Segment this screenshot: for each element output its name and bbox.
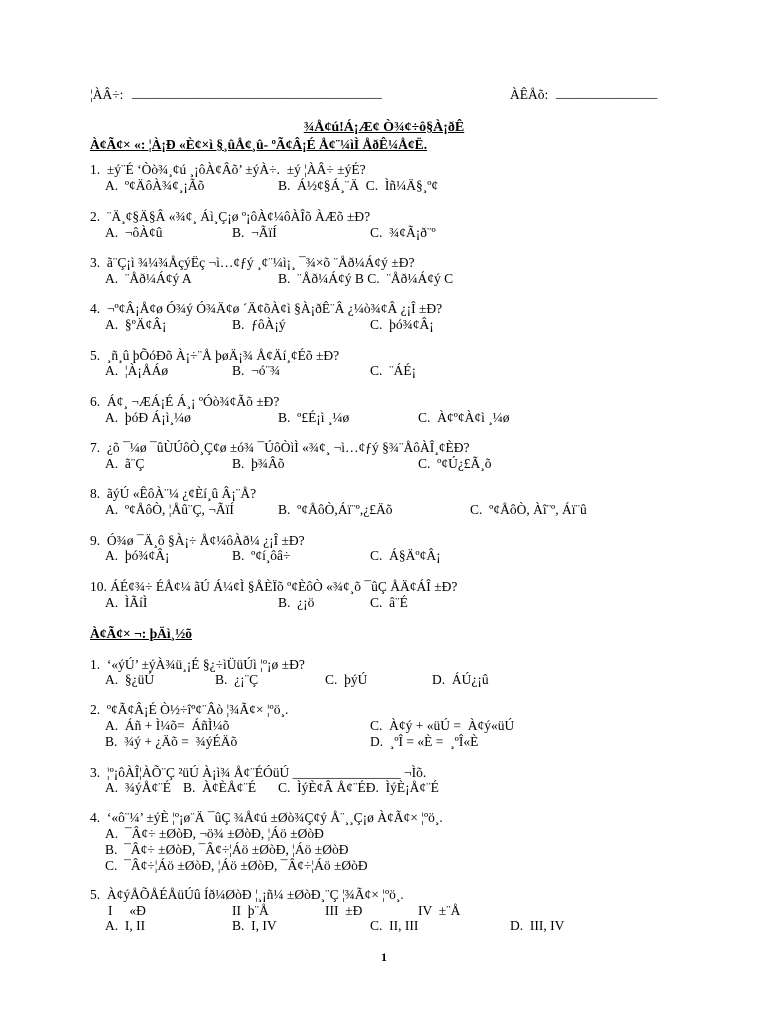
s2-q3-opt-cd[interactable]: C. ÌýÈ¢Â Å¢¨ÉÐ. ÌýÈ¡Å¢¨É (278, 780, 439, 795)
s1-q6-opt-a[interactable]: A. þóÐ Á¡ì¸¼ø (105, 410, 191, 425)
s1-q5-opt-c[interactable]: C. ¨ÁÉ¡ (370, 363, 417, 378)
name-label: ¦ÀÂ÷: (90, 87, 124, 102)
s2-q4-opt-a[interactable]: A. ¯Â¢÷ ±ØòÐ, ¬ö¾ ±ØòÐ, ¦Áö ±ØòÐ (105, 826, 324, 841)
s1-q5-opt-a[interactable]: A. ¦À¡ÅÁø (105, 363, 169, 378)
s1-q4-opt-b[interactable]: B. ƒôÀ¡ý (232, 317, 286, 332)
s1-q6-opt-b[interactable]: B. º£É¡ì ¸¼ø (278, 410, 350, 425)
s2-q5-label-1: I «Ð (108, 903, 146, 918)
s1-q3-opt-a[interactable]: A. ¨Åð¼Á¢ý A (105, 271, 192, 286)
s1-q10-opt-c[interactable]: C. â¨É (370, 595, 408, 610)
s2-q1-opt-a[interactable]: A. §¿üÚ (105, 672, 155, 687)
s2-q2-opt-a[interactable]: A. Áñ + Ì¼õ= ÁñÌ¼õ (105, 718, 230, 733)
s2-q4-opt-c[interactable]: C. ¯Â¢÷¦Áö ±ØòÐ, ¦Áö ±ØòÐ, ¯Â¢÷¦Áö ±ØòÐ (105, 858, 368, 873)
s1-q1-opt-a[interactable]: A. º¢ÄôÀ¾¢¸¡Ãõ (105, 178, 205, 193)
s2-q4-text: 4. ‘«ô¨¼’ ±ýÈ ¦º¡ø¨Ä ¯ûÇ ¾Å¢ú ±Øò¾Ç¢ý Å¨¸¸Ç¡ø À¢Ã¢× ¦ºö¸. (90, 810, 443, 825)
s1-q10-text: 10. ÁÉ¢¾÷ ÉÅ¢¼ ãÚ Á¼¢Ì §ÅÈÏõ º¢ÈôÒ «¾¢¸õ ¯ûÇ ÅÄ¢ÁÎ ±Ð? (90, 579, 458, 594)
section-2-heading: À¢Ã¢× ¬: þÄì¸½õ (90, 626, 193, 641)
s2-q5-label-4: IV ±¨Å (418, 903, 461, 918)
s1-q8-text: 8. ãýÚ «ÊôÀ¨¼ ¿¢Èí¸û Â¡¨Å? (90, 486, 257, 501)
s2-q5-opt-d[interactable]: D. III, IV (510, 918, 565, 933)
s1-q8-opt-a[interactable]: A. º¢ÅôÒ, ¦Åû¨Ç, ¬ÃïÍ (105, 502, 234, 517)
s1-q6-text: 6. Á¢¸ ¬ÆÁ¡É Á¸¡ ºÓò¾¢Ãõ ±Ð? (90, 394, 280, 409)
s2-q3-opt-a[interactable]: A. ¾ýÅ¢¨É (105, 780, 171, 795)
s1-q7-opt-b[interactable]: B. þ¾Âõ (232, 456, 285, 471)
s1-q10-opt-a[interactable]: A. ÌÃíÌ (105, 595, 148, 610)
s2-q4-opt-b[interactable]: B. ¯Â¢÷ ±ØòÐ, ¯Â¢÷¦Áö ±ØòÐ, ¦Áö ±ØòÐ (105, 842, 349, 857)
s1-q2-opt-a[interactable]: A. ¬ôÀ¢û (105, 225, 163, 240)
s1-q1-opt-bc[interactable]: B. Á½¢§Á¸¨Ä C. Ìñ¼Ä§¸º¢ (278, 178, 439, 193)
s2-q3-opt-b[interactable]: B. À¢ÈÅ¢¨É (183, 780, 257, 795)
s2-q5-opt-b[interactable]: B. I, IV (232, 918, 277, 933)
section-1-heading: À¢Ã¢× «: ¦À¡Ð «È¢×ì §¸ûÅ¢¸û- ºÃ¢Â¡É Å¢¨¼ìÌ ÅðÊ¼Å¢Ë. (90, 137, 428, 152)
s1-q4-text: 4. ¬º¢Â¡Å¢ø Ó¾ý Ó¾Ä¢ø ´Ä¢õÀ¢ì §À¡ðÊ¨Â ¿¼ò¾¢Â ¿¡Î ±Ð? (90, 301, 443, 316)
s1-q3-text: 3. ã¨Ç¡ì ¾¼¾ÅçýËç ¬ì…¢ƒý ¸¢¨¼ì¡¸ ¯¾×õ ¨Åð¼Á¢ý ±Ð? (90, 255, 415, 270)
s2-q1-opt-c[interactable]: C. þýÚ (325, 672, 368, 687)
s1-q2-opt-b[interactable]: B. ¬ÃïÍ (232, 225, 277, 240)
s2-q1-opt-b[interactable]: B. ¿¡¨Ç (215, 672, 259, 687)
s1-q8-opt-b[interactable]: B. º¢ÅôÒ,Áï¨º,¿£Äõ (278, 502, 393, 517)
s2-q2-opt-b[interactable]: B. ¾ý + ¿Äõ = ¾ýÉÄõ (105, 734, 238, 749)
s1-q5-opt-b[interactable]: B. ¬ó¨¾ (232, 363, 281, 378)
s1-q7-opt-c[interactable]: C. º¢Ú¿£Ã¸õ (418, 456, 492, 471)
s2-q1-opt-d[interactable]: D. ÁÚ¿¡û (432, 672, 489, 687)
name-line[interactable]: _____________________________________ (132, 85, 382, 100)
class-label: ÀÊÅõ: (510, 87, 549, 102)
s2-q5-opt-a[interactable]: A. I, II (105, 918, 146, 933)
s2-q2-text: 2. º¢Ã¢Â¡É Ò½÷îº¢¨Âò ¦¾Ã¢× ¦ºö¸. (90, 702, 289, 717)
s1-q9-opt-b[interactable]: B. º¢í¸ôâ÷ (232, 548, 291, 563)
s1-q8-opt-c[interactable]: C. º¢ÅôÒ, Àî¨º, Áï¨û (470, 502, 587, 517)
s1-q7-opt-a[interactable]: A. ã¨Ç (105, 456, 145, 471)
s1-q2-text: 2. ¨Ä¸¢§Ä§Â «¾¢¸ Áì¸Ç¡ø º¡ôÀ¢¼ôÀÎõ ÀÆõ ±Ð? (90, 209, 371, 224)
s1-q1-text: 1. ±ý¨É ‘Òò¾¸¢ú ¸¡ôÀ¢Âõ’ ±ýÀ÷. ±ý ¦ÀÂ÷ ±ýÉ? (90, 162, 366, 177)
s2-q5-label-3: III ±Ð (325, 903, 363, 918)
page-number: 1 (381, 950, 387, 964)
s2-q1-text: 1. ‘«ýÚ’ ±ýÀ¾ü¸¡É §¿÷ìÜüÚì ¦º¡ø ±Ð? (90, 657, 305, 672)
s1-q10-opt-b[interactable]: B. ¿¡ö (278, 595, 315, 610)
s2-q5-text: 5. À¢ýÅÕÅÉÅüÚû Íð¼ØòÐ ¦¸¡ñ¼ ±ØòÐ¸¨Ç ¦¾Ã¢× ¦ºö¸. (90, 887, 404, 902)
s2-q5-opt-c[interactable]: C. II, III (370, 918, 419, 933)
s2-q3-text: 3. ¦º¡ôÀÎ¦ÀÕ¨Ç ²üÚ À¡ì¾ Å¢¨ÉÓüÚ ________________ ¬Ìõ. (90, 765, 427, 780)
s2-q2-opt-c[interactable]: C. À¢ý + «üÚ = À¢ý«üÚ (370, 718, 515, 733)
page-title: ¾Å¢ú!Á¡Æ¢ Ò¾¢÷ô§À¡ðÊ (303, 120, 465, 135)
s2-q2-opt-d[interactable]: D. ¸ºÎ = «È = ¸ºÎ«È (370, 734, 479, 749)
s1-q4-opt-c[interactable]: C. þó¾¢Â¡ (370, 317, 434, 332)
class-line[interactable]: _______________ (556, 85, 658, 100)
s1-q3-opt-bc[interactable]: B. ¨Åð¼Á¢ý B C. ¨Åð¼Á¢ý C (278, 271, 454, 286)
s1-q4-opt-a[interactable]: A. §ºÄ¢Â¡ (105, 317, 167, 332)
s1-q7-text: 7. ¿õ ¯¼ø ¯ûÙÚôÒ¸Ç¢ø ±ó¾ ¯ÚôÒìÌ «¾¢¸ ¬ì…¢ƒý §¾¨ÅôÀÎ¸¢ÈÐ? (90, 440, 470, 455)
s1-q9-opt-c[interactable]: C. Á§Äº¢Â¡ (370, 548, 441, 563)
s2-q5-label-2: II þ¨Å (232, 903, 269, 918)
s1-q5-text: 5. ¸ñ¸û þÕóÐõ À¡÷¨Å þøÄ¡¾ Å¢Äí¸¢Éõ ±Ð? (90, 348, 340, 363)
s1-q2-opt-c[interactable]: C. ¾¢Ã¡ð¨º (370, 225, 436, 240)
s1-q9-text: 9. Ó¾ø ¯Ä¸ô §À¡÷ Å¢¼ôÀð¼ ¿¡Î ±Ð? (90, 533, 305, 548)
s1-q6-opt-c[interactable]: C. À¢º¢À¢ì ¸¼ø (418, 410, 510, 425)
s1-q9-opt-a[interactable]: A. þó¾¢Â¡ (105, 548, 170, 563)
